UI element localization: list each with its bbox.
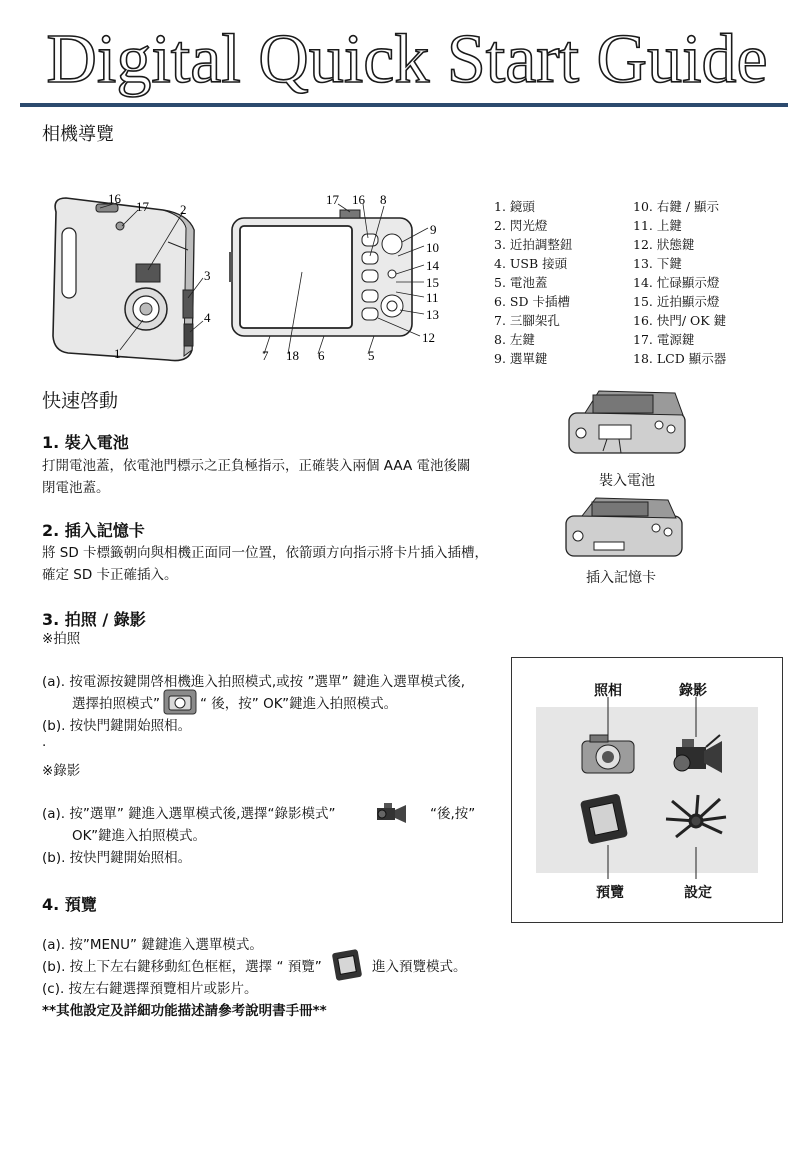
part-item: 17. 電源鍵 [633,332,695,347]
part-item: 4. USB 接頭 [494,256,568,271]
camera-mode-icon [163,689,197,715]
back-callout-5: 5 [368,348,375,363]
front-callout-16: 16 [108,191,121,206]
document-title [12,18,802,98]
document-title-text: Digital Quick Start Guide [46,21,768,98]
part-item: 15. 近拍顯示燈 [633,294,720,309]
photo-step-a-line1: (a). 按電源按鍵開啓相機進入拍照模式,或按 ”選單” 鍵進入選單模式後, [42,674,466,690]
mode-preview-label: 預覽 [596,885,624,901]
part-item: 3. 近拍調整鈕 [494,237,573,252]
battery-caption: 裝入電池 [599,473,655,489]
video-mode-icon [374,799,408,825]
step1-title: 1. 裝入電池 [42,433,129,452]
part-item: 13. 下鍵 [633,256,682,271]
step2-line1: 將 SD 卡標籤朝向與相機正面同一位置，依箭頭方向指示將卡片插入插槽， [42,545,489,561]
part-item: 5. 電池蓋 [494,275,548,290]
part-item: 10. 右鍵 / 顯示 [633,199,720,214]
part-item: 2. 閃光燈 [494,218,548,233]
photo-step-a-line2-part2: “ 後，按” OK”鍵進入拍照模式。 [200,696,398,712]
mode-video-label: 錄影 [679,683,707,699]
mode-video-icon [674,735,722,773]
front-callout-17: 17 [136,199,149,214]
footer-note: **其他設定及詳細功能描述請參考說明書手冊** [42,1003,327,1019]
part-item: 14. 忙碌顯示燈 [633,275,720,290]
back-callout-10: 10 [426,240,439,255]
photo-step-b: (b). 按快門鍵開始照相。 [42,718,192,734]
back-callout-18: 18 [286,348,299,363]
mode-menu-icons [536,697,758,879]
part-item: 1. 鏡頭 [494,199,535,214]
back-callout-7: 7 [262,348,269,363]
part-item: 16. 快門/ OK 鍵 [633,313,727,328]
preview-mode-icon [330,949,364,981]
back-callout-13: 13 [426,307,439,322]
camera-back-illustration [229,210,412,336]
back-callout-12: 12 [422,330,435,345]
memory-card-image [560,496,688,560]
step2-line2: 確定 SD 卡正確插入。 [42,567,178,583]
back-callout-15: 15 [426,275,439,290]
preview-step-c: (c). 按左右鍵選擇預覽相片或影片。 [42,981,258,997]
back-callout-14: 14 [426,258,439,273]
camera-front-diagram [38,188,233,364]
preview-step-b-part2: 進入預覽模式。 [372,959,467,975]
front-callout-3: 3 [204,268,211,283]
back-callout-17: 17 [326,192,339,207]
mode-photo-label: 照相 [594,683,622,699]
part-item: 18. LCD 顯示器 [633,351,727,366]
quick-start-heading: 快速啓動 [42,390,119,412]
mode-settings-label: 設定 [684,885,712,901]
camera-front-illustration [53,198,194,361]
photo-step-a-line2-part1: 選擇拍照模式” [72,696,160,712]
video-step-a-line1: (a). 按”選單” 鍵進入選單模式後,選擇“錄影模式” [42,806,336,822]
step3-title: 3. 拍照 / 錄影 [42,610,146,629]
video-step-b: (b). 按快門鍵開始照相。 [42,850,192,866]
video-step-a-line2: OK”鍵進入拍照模式。 [72,828,207,844]
video-label: ※錄影 [42,763,81,779]
part-item: 9. 選單鍵 [494,351,548,366]
camera-back-diagram [228,190,450,364]
battery-install-image [563,385,691,460]
back-callout-8: 8 [380,192,387,207]
front-callout-1: 1 [114,346,121,361]
part-item: 8. 左鍵 [494,332,535,347]
step4-title: 4. 預覽 [42,895,97,914]
part-item: 6. SD 卡插槽 [494,294,570,309]
step1-line1: 打開電池蓋，依電池門標示之正負極指示，正確裝入兩個 AAA 電池後關 [42,458,471,474]
preview-step-a: (a). 按”MENU” 鍵鍵進入選單模式。 [42,937,263,953]
memory-card-caption: 插入記憶卡 [586,570,656,586]
parts-list-left [494,197,576,368]
separator-dot: · [42,738,47,754]
video-step-a-line1-part2: “後,按” [430,806,476,822]
part-item: 12. 狀態鍵 [633,237,695,252]
back-callout-9: 9 [430,222,437,237]
mode-settings-icon [666,795,726,837]
part-item: 11. 上鍵 [633,218,682,233]
mode-preview-icon [580,793,628,844]
step2-title: 2. 插入記憶卡 [42,521,145,540]
title-rule [20,103,788,107]
part-item: 7. 三腳架孔 [494,313,560,328]
back-callout-16: 16 [352,192,365,207]
front-callout-4: 4 [204,310,211,325]
overview-heading: 相機導覽 [42,124,114,145]
photo-label: ※拍照 [42,631,81,647]
parts-list-right [633,197,730,368]
back-callout-6: 6 [318,348,325,363]
back-callout-11: 11 [426,290,439,305]
preview-step-b-part1: (b). 按上下左右鍵移動紅色框框，選擇 “ 預覽” [42,959,322,975]
mode-photo-icon [582,735,634,773]
step1-line2: 閉電池蓋。 [42,480,110,496]
front-callout-2: 2 [180,202,187,217]
